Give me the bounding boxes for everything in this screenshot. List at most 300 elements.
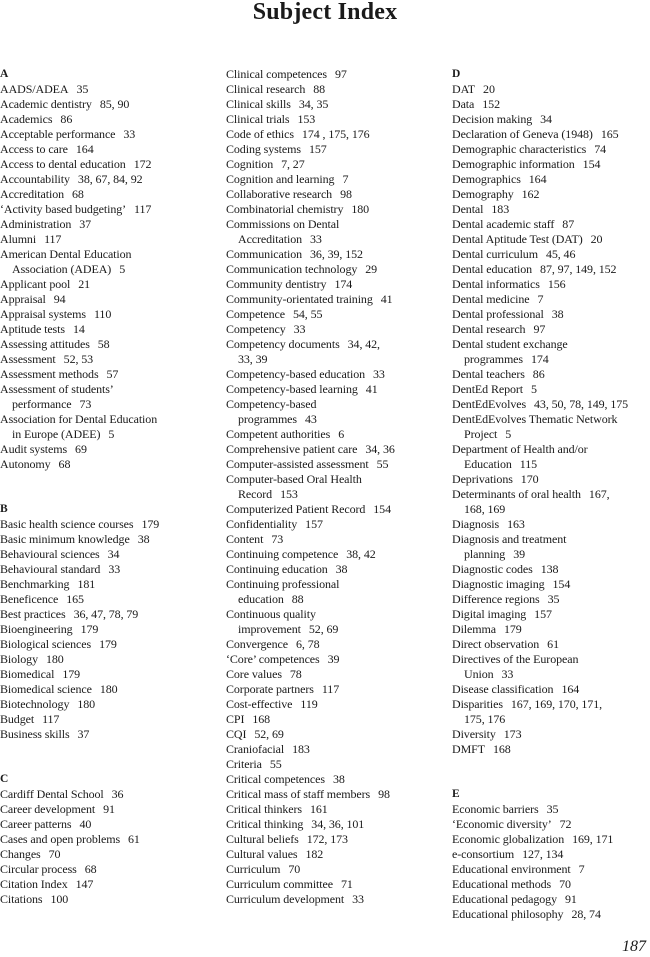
index-pages: 68 xyxy=(58,457,71,471)
index-term: Economic barriers xyxy=(452,802,539,816)
index-pages: 37 xyxy=(79,217,92,231)
index-pages: 168 xyxy=(252,712,271,726)
index-term: DentEdEvolves xyxy=(452,397,527,411)
index-pages: 117 xyxy=(134,202,152,216)
index-term: Dental informatics xyxy=(452,277,540,291)
index-entry xyxy=(226,397,446,412)
index-pages: 34, 35 xyxy=(298,97,329,111)
index-term: Deprivations xyxy=(452,472,513,486)
index-term: programmes xyxy=(238,412,297,426)
index-term: Best practices xyxy=(0,607,66,621)
index-term: Behavioural sciences xyxy=(0,547,100,561)
index-entry xyxy=(0,562,215,577)
index-pages: 180 xyxy=(351,202,370,216)
index-pages: 87, 97, 149, 152 xyxy=(540,262,617,276)
index-entry xyxy=(0,847,215,862)
index-entry xyxy=(452,742,650,757)
index-term: Difference regions xyxy=(452,592,540,606)
index-entry xyxy=(226,427,446,442)
index-entry xyxy=(226,277,446,292)
index-pages: 7 xyxy=(537,292,544,306)
index-pages: 20 xyxy=(483,82,495,96)
index-entry xyxy=(452,382,650,397)
index-term: Community-orientated training xyxy=(226,292,373,306)
index-pages: 78 xyxy=(289,667,302,681)
index-entry xyxy=(0,637,215,652)
index-term: Continuing professional xyxy=(226,577,340,591)
index-pages: 181 xyxy=(77,577,96,591)
index-entry xyxy=(452,847,650,862)
index-entry xyxy=(452,232,650,247)
index-entry xyxy=(452,187,650,202)
index-entry xyxy=(452,832,650,847)
index-entry xyxy=(226,607,446,622)
index-entry xyxy=(226,292,446,307)
section-letter-b: B xyxy=(0,503,8,515)
index-term: Dental Aptitude Test (DAT) xyxy=(452,232,583,246)
index-entry xyxy=(0,862,215,877)
index-term: Changes xyxy=(0,847,41,861)
index-term: education xyxy=(238,592,284,606)
index-term: Competency-based learning xyxy=(226,382,358,396)
index-term: Association (ADEA) xyxy=(12,262,112,276)
index-term: Biotechnology xyxy=(0,697,70,711)
index-term: Assessment of students’ xyxy=(0,382,114,396)
index-entry xyxy=(452,442,650,457)
index-pages: 5 xyxy=(505,427,512,441)
index-pages: 38 xyxy=(551,307,564,321)
index-entry xyxy=(0,787,215,802)
index-term: Aptitude tests xyxy=(0,322,65,336)
index-entry xyxy=(226,307,446,322)
index-pages: 115 xyxy=(519,457,538,471)
index-entry xyxy=(452,877,650,892)
index-entry xyxy=(452,127,650,142)
index-entry xyxy=(452,337,650,352)
index-pages: 182 xyxy=(305,847,324,861)
index-pages: 153 xyxy=(280,487,298,501)
index-term: Curriculum committee xyxy=(226,877,333,891)
index-pages: 147 xyxy=(75,877,94,891)
index-term: improvement xyxy=(238,622,301,636)
index-entry xyxy=(452,697,650,712)
index-entry-continuation xyxy=(0,262,215,277)
index-entry xyxy=(452,517,650,532)
index-pages: 36, 39, 152 xyxy=(310,247,363,261)
index-column-3 xyxy=(452,67,650,922)
index-term: Beneficence xyxy=(0,592,59,606)
index-pages: 52, 53 xyxy=(63,352,94,366)
index-term: Collaborative research xyxy=(226,187,333,201)
index-pages: 170 xyxy=(520,472,539,486)
index-pages: 117 xyxy=(321,682,340,696)
section-spacer xyxy=(0,472,215,502)
index-term: Cost-effective xyxy=(226,697,293,711)
index-entry xyxy=(226,112,446,127)
index-pages: 98 xyxy=(378,787,390,801)
index-entry xyxy=(452,322,650,337)
index-entry xyxy=(0,832,215,847)
index-entry-continuation xyxy=(226,487,446,502)
index-term: AADS/ADEA xyxy=(0,82,69,96)
index-entry xyxy=(226,502,446,517)
index-term: Corporate partners xyxy=(226,682,314,696)
index-entry xyxy=(226,547,446,562)
index-term: Biological sciences xyxy=(0,637,92,651)
index-entry xyxy=(452,817,650,832)
index-pages: 179 xyxy=(99,637,117,651)
index-term: Accountability xyxy=(0,172,70,186)
index-entry xyxy=(452,907,650,922)
index-pages: 154 xyxy=(582,157,601,171)
index-entry xyxy=(452,682,650,697)
index-term: Diversity xyxy=(452,727,496,741)
index-term: Cognition xyxy=(226,157,274,171)
index-entry xyxy=(226,262,446,277)
index-term: Determinants of oral health xyxy=(452,487,581,501)
index-pages: 157 xyxy=(534,607,552,621)
index-pages: 157 xyxy=(305,517,323,531)
index-term: Access to care xyxy=(0,142,68,156)
index-entry xyxy=(0,307,215,322)
index-pages: 100 xyxy=(50,892,69,906)
index-pages: 29 xyxy=(365,262,378,276)
index-entry xyxy=(226,577,446,592)
index-term: Continuing competence xyxy=(226,547,339,561)
index-term: Competent authorities xyxy=(226,427,331,441)
index-pages: 154 xyxy=(552,577,571,591)
index-pages: 94 xyxy=(53,292,66,306)
index-pages: 165 xyxy=(66,592,84,606)
index-term: Craniofacial xyxy=(226,742,285,756)
index-pages: 57 xyxy=(106,367,119,381)
index-entry xyxy=(0,622,215,637)
index-entry xyxy=(452,802,650,817)
index-entry xyxy=(226,202,446,217)
index-term: Appraisal systems xyxy=(0,307,86,321)
index-term: Criteria xyxy=(226,757,262,771)
index-term: Citations xyxy=(0,892,43,906)
index-term: Critical thinkers xyxy=(226,802,302,816)
index-term: Assessing attitudes xyxy=(0,337,90,351)
index-pages: 98 xyxy=(340,187,352,201)
index-pages: 179 xyxy=(62,667,81,681)
index-term: Critical mass of staff members xyxy=(226,787,371,801)
index-entry xyxy=(452,172,650,187)
index-term: Curriculum development xyxy=(226,892,345,906)
index-pages: 68 xyxy=(72,187,84,201)
index-term: CPI xyxy=(226,712,245,726)
index-term: Competency-based education xyxy=(226,367,366,381)
index-entry xyxy=(0,517,215,532)
index-pages: 70 xyxy=(288,862,301,876)
index-pages: 117 xyxy=(42,712,60,726)
index-entry xyxy=(0,877,215,892)
index-entry xyxy=(226,832,446,847)
index-term: Access to dental education xyxy=(0,157,126,171)
index-pages: 43 xyxy=(304,412,317,426)
index-pages: 164 xyxy=(561,682,580,696)
index-pages: 172, 173 xyxy=(306,832,348,846)
index-term: Data xyxy=(452,97,475,111)
index-term: Continuing education xyxy=(226,562,328,576)
index-term: Demography xyxy=(452,187,514,201)
index-pages: 41 xyxy=(380,292,393,306)
index-term: Biology xyxy=(0,652,38,666)
index-pages: 61 xyxy=(128,832,140,846)
index-term: Commissions on Dental xyxy=(226,217,340,231)
index-term: Dental xyxy=(452,202,484,216)
section-spacer xyxy=(452,757,650,787)
index-term: Dental research xyxy=(452,322,526,336)
index-pages: 70 xyxy=(559,877,571,891)
index-entry xyxy=(226,877,446,892)
index-term: Competency documents xyxy=(226,337,340,351)
index-term: Accreditation xyxy=(238,232,303,246)
index-entry xyxy=(452,637,650,652)
index-term: Union xyxy=(464,667,494,681)
index-term: DentEdEvolves Thematic Network xyxy=(452,412,618,426)
index-pages: 86 xyxy=(60,112,73,126)
index-term: DAT xyxy=(452,82,476,96)
index-entry-continuation xyxy=(452,352,650,367)
index-term: Acceptable performance xyxy=(0,127,116,141)
index-pages: 6, 78 xyxy=(296,637,320,651)
index-pages: 52, 69 xyxy=(254,727,284,741)
index-pages: 72 xyxy=(559,817,572,831)
index-term: American Dental Education xyxy=(0,247,132,261)
index-pages: 33 xyxy=(501,667,514,681)
index-entry-continuation xyxy=(226,592,446,607)
index-entry xyxy=(452,97,650,112)
index-entry xyxy=(226,637,446,652)
index-pages: 183 xyxy=(491,202,510,216)
index-entry xyxy=(452,472,650,487)
index-pages: 174 xyxy=(334,277,353,291)
index-entry-continuation xyxy=(226,412,446,427)
index-pages: 7 xyxy=(578,862,585,876)
index-term: Economic globalization xyxy=(452,832,565,846)
index-pages: 180 xyxy=(77,697,96,711)
index-pages: 38 xyxy=(332,772,345,786)
index-term: Cognition and learning xyxy=(226,172,335,186)
index-term: Audit systems xyxy=(0,442,68,456)
index-entry xyxy=(452,397,650,412)
index-term: Declaration of Geneva (1948) xyxy=(452,127,593,141)
index-entry xyxy=(0,697,215,712)
index-pages: 163 xyxy=(507,517,525,531)
index-entry xyxy=(452,562,650,577)
index-pages: 33 xyxy=(352,892,364,906)
index-term: Department of Health and/or xyxy=(452,442,588,456)
index-pages: 55 xyxy=(376,457,389,471)
index-pages: 40 xyxy=(79,817,92,831)
index-term: Communication technology xyxy=(226,262,358,276)
index-entry xyxy=(452,292,650,307)
index-term: Appraisal xyxy=(0,292,46,306)
index-pages: 61 xyxy=(547,637,559,651)
index-pages: 43, 50, 78, 149, 175 xyxy=(534,397,629,411)
index-entry xyxy=(226,652,446,667)
index-entry-continuation xyxy=(0,427,215,442)
index-entry xyxy=(452,157,650,172)
index-pages: 179 xyxy=(503,622,522,636)
index-entry xyxy=(0,352,215,367)
index-pages: 91 xyxy=(103,802,115,816)
index-pages: 36 xyxy=(111,787,124,801)
index-pages: 33 xyxy=(108,562,121,576)
index-pages: 38 xyxy=(137,532,150,546)
index-entry xyxy=(452,532,650,547)
index-term: programmes xyxy=(464,352,523,366)
index-entry xyxy=(226,337,446,352)
index-entry xyxy=(226,517,446,532)
index-entry-continuation xyxy=(452,457,650,472)
index-column-2 xyxy=(226,67,446,907)
index-entry xyxy=(452,607,650,622)
index-entry-continuation xyxy=(452,667,650,682)
index-pages: 33 xyxy=(310,232,322,246)
index-pages: 54, 55 xyxy=(292,307,323,321)
index-entry xyxy=(226,382,446,397)
index-entry xyxy=(226,892,446,907)
index-term: Demographics xyxy=(452,172,521,186)
index-entry xyxy=(226,157,446,172)
index-term: ‘Activity based budgeting’ xyxy=(0,202,127,216)
index-term: Content xyxy=(226,532,264,546)
index-term: Assessment xyxy=(0,352,56,366)
index-pages: 38, 67, 84, 92 xyxy=(77,172,143,186)
index-pages: 14 xyxy=(72,322,85,336)
index-term: Communication xyxy=(226,247,303,261)
index-entry xyxy=(226,562,446,577)
index-pages: 6 xyxy=(338,427,345,441)
index-entry xyxy=(226,667,446,682)
index-term: Dental medicine xyxy=(452,292,530,306)
index-pages: 35 xyxy=(76,82,89,96)
index-term: ‘Economic diversity’ xyxy=(452,817,552,831)
index-term: Dental education xyxy=(452,262,533,276)
index-pages: 34 xyxy=(107,547,120,561)
page-number: 187 xyxy=(622,938,646,955)
index-pages: 154 xyxy=(373,502,391,516)
index-term: Basic minimum knowledge xyxy=(0,532,130,546)
index-entry xyxy=(452,247,650,262)
index-term: Clinical trials xyxy=(226,112,290,126)
index-pages: 161 xyxy=(309,802,328,816)
index-term: Demographic information xyxy=(452,157,575,171)
index-pages: 97 xyxy=(533,322,546,336)
index-term: Career patterns xyxy=(0,817,72,831)
index-term: Career development xyxy=(0,802,96,816)
index-term: Accreditation xyxy=(0,187,65,201)
index-entry xyxy=(226,142,446,157)
index-entry xyxy=(452,622,650,637)
index-pages: 162 xyxy=(521,187,540,201)
index-pages: 110 xyxy=(93,307,112,321)
index-pages: 39 xyxy=(513,547,526,561)
index-entry xyxy=(0,532,215,547)
index-term: Clinical research xyxy=(226,82,306,96)
index-pages: 21 xyxy=(78,277,91,291)
index-term: Directives of the European xyxy=(452,652,579,666)
index-pages: 88 xyxy=(313,82,326,96)
index-entry xyxy=(452,367,650,382)
index-entry xyxy=(0,442,215,457)
index-entry xyxy=(452,892,650,907)
index-term: 33, 39 xyxy=(238,352,268,366)
index-term: Dental student exchange xyxy=(452,337,568,351)
index-term: Direct observation xyxy=(452,637,540,651)
index-entry xyxy=(226,532,446,547)
index-pages: 70 xyxy=(48,847,61,861)
index-entry xyxy=(452,592,650,607)
index-entry xyxy=(452,112,650,127)
index-pages: 138 xyxy=(540,562,559,576)
index-entry-continuation xyxy=(0,397,215,412)
index-term: Critical thinking xyxy=(226,817,304,831)
index-entry xyxy=(0,367,215,382)
index-pages: 73 xyxy=(79,397,92,411)
index-term: Budget xyxy=(0,712,35,726)
index-entry xyxy=(226,187,446,202)
index-entry-continuation xyxy=(452,427,650,442)
index-pages: 45, 46 xyxy=(545,247,576,261)
index-entry xyxy=(452,862,650,877)
index-pages: 157 xyxy=(308,142,327,156)
index-entry xyxy=(0,607,215,622)
index-pages: 38, 42 xyxy=(346,547,376,561)
index-pages: 71 xyxy=(340,877,353,891)
index-term: Curriculum xyxy=(226,862,281,876)
index-term: 168, 169 xyxy=(464,502,506,516)
index-term: ‘Core’ competences xyxy=(226,652,320,666)
index-pages: 34, 36, 101 xyxy=(311,817,365,831)
index-term: Convergence xyxy=(226,637,288,651)
index-pages: 85, 90 xyxy=(99,97,130,111)
index-term: Clinical skills xyxy=(226,97,291,111)
index-entry xyxy=(452,217,650,232)
index-pages: 86 xyxy=(532,367,545,381)
index-term: Combinatorial chemistry xyxy=(226,202,344,216)
index-entry xyxy=(226,802,446,817)
index-term: Disparities xyxy=(452,697,503,711)
index-entry xyxy=(226,82,446,97)
index-term: Dental professional xyxy=(452,307,544,321)
index-entry xyxy=(226,217,446,232)
index-pages: 180 xyxy=(45,652,64,666)
index-term: Computer-assisted assessment xyxy=(226,457,369,471)
index-pages: 36, 47, 78, 79 xyxy=(73,607,139,621)
index-entry xyxy=(0,817,215,832)
index-pages: 28, 74 xyxy=(571,907,601,921)
index-pages: 58 xyxy=(97,337,110,351)
index-pages: 179 xyxy=(80,622,99,636)
index-entry xyxy=(0,232,215,247)
index-entry xyxy=(0,142,215,157)
index-entry-continuation xyxy=(452,547,650,562)
index-pages: 88 xyxy=(291,592,304,606)
index-pages: 35 xyxy=(546,802,559,816)
index-pages: 167, xyxy=(588,487,610,501)
index-entry xyxy=(226,697,446,712)
index-entry xyxy=(226,172,446,187)
index-term: Association for Dental Education xyxy=(0,412,158,426)
index-pages: 35 xyxy=(547,592,560,606)
index-term: Education xyxy=(464,457,512,471)
section-letter-c: C xyxy=(0,773,9,785)
index-pages: 164 xyxy=(75,142,94,156)
